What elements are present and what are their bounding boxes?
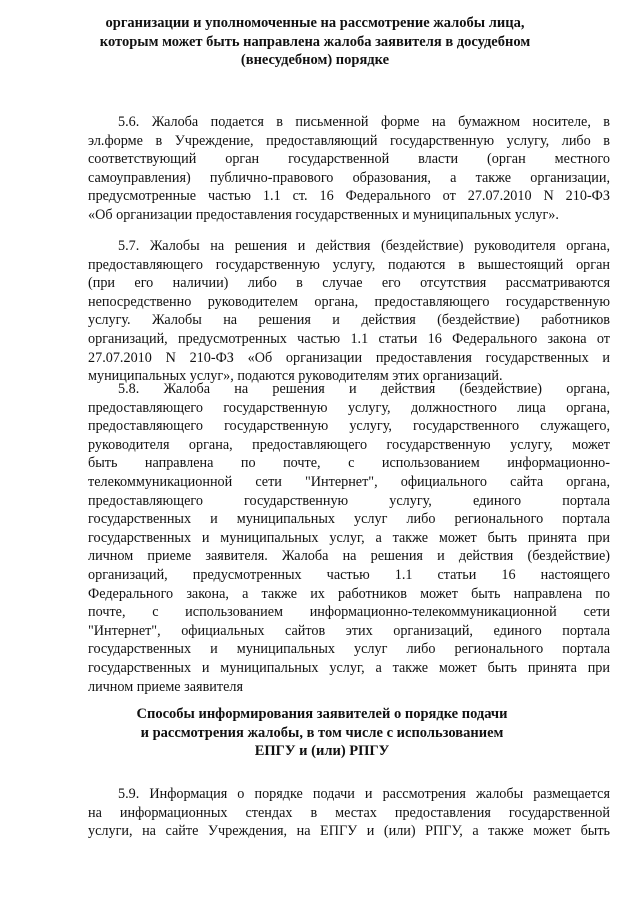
text-line: «Об организации предоставления государственных и муниципальных услуг». [88, 206, 559, 223]
text-line: услугу. Жалобы на решения и действия (бездействие) работников [88, 312, 610, 329]
text-line: Федерального закона, а также их работников может быть направлена по [88, 585, 610, 602]
text-line: государственных и муниципальных услуг либо регионального портала [88, 641, 610, 658]
text-line: муниципальных услуг», подаются руководителям этих организаций. [88, 368, 503, 385]
heading-line: (внесудебном) порядке [240, 52, 390, 68]
text-line: организаций, предусмотренных частью 1.1 статьи 16 настоящего [88, 566, 610, 583]
text-line: предоставляющего государственную услугу, подаются в вышестоящий орган [88, 256, 610, 273]
text-line: руководителя органа, предоставляющего государственную услугу, может [88, 436, 610, 453]
section-heading-complaints-info [92, 705, 552, 761]
text-line: 5.7. Жалобы на решения и действия (бездействие) руководителя органа, [118, 238, 610, 254]
text-line: организаций, предусмотренных частью 1.1 статьи 16 Федерального закона от [88, 330, 610, 347]
text-line: 5.9. Информация о порядке подачи и рассмотрения жалобы размещается [118, 786, 610, 802]
text-line: почте, с использованием информационно-телекоммуникационной сети [88, 604, 610, 621]
text-line: эл.форме в Учреждение, предоставляющий государственную услугу, либо в [88, 132, 610, 149]
heading-line: ЕПГУ и (или) РПГУ [254, 743, 390, 759]
heading-line: и рассмотрения жалобы, в том числе с использованием [140, 724, 504, 741]
text-line: услуги, на сайте Учреждения, на ЕПГУ и (или) РПГУ, а также может быть [88, 823, 610, 840]
text-line: государственных и муниципальных услуг, а также может быть принята при [88, 659, 610, 676]
heading-line: организации и уполномоченные на рассмотрение жалобы лица, [105, 15, 525, 31]
text-line: 5.6. Жалоба подается в письменной форме на бумажном носителе, в [118, 114, 610, 130]
text-line: "Интернет", официальных сайтов этих организаций, единого портала [88, 622, 610, 639]
heading-line: Способы информирования заявителей о порядке подачи [136, 706, 508, 722]
text-line: телекоммуникационной сети "Интернет", официального сайта органа, [88, 473, 610, 490]
text-line: 5.8. Жалоба на решения и действия (бездействие) органа, [118, 381, 610, 397]
text-line: 27.07.2010 N 210-ФЗ «Об организации предоставления государственных и [88, 349, 610, 366]
text-line: предусмотренные частью 1.1 ст. 16 Федерального от 27.07.2010 N 210-ФЗ [88, 188, 610, 205]
paragraph-5-7 [88, 237, 610, 386]
text-line: личном приеме заявителя. Жалоба на решения и действия (бездействие) [88, 548, 610, 565]
text-line: государственных и муниципальных услуг либо регионального портала [88, 511, 610, 528]
section-heading-top [80, 14, 550, 70]
text-line: быть направлена по почте, с использованием информационно- [88, 455, 610, 472]
paragraph-5-9 [88, 785, 610, 841]
text-line: соответствующий орган государственной власти (орган местного [88, 151, 610, 168]
text-line: предоставляющего государственную услугу, государственного служащего, [88, 418, 610, 435]
text-line: непосредственно руководителем органа, предоставляющего государственную [88, 293, 610, 310]
text-line: личном приеме заявителя [88, 678, 243, 695]
text-line: предоставляющего государственную услугу, должностного лица органа, [88, 399, 610, 416]
paragraph-5-8 [88, 380, 610, 696]
heading-line: которым может быть направлена жалоба заявителя в досудебном [99, 33, 531, 50]
text-line: государственных и муниципальных услуг, а также может быть принята при [88, 529, 610, 546]
paragraph-5-6 [88, 113, 610, 225]
text-line: (при его наличии) либо в случае его отсутствия рассматриваются [88, 275, 610, 292]
text-line: на информационных стендах в местах предоставления государственной [88, 804, 610, 821]
text-line: самоуправления) публично-правового образования, а также организации, [88, 169, 610, 186]
text-line: предоставляющего государственную услугу, единого портала [88, 492, 610, 509]
